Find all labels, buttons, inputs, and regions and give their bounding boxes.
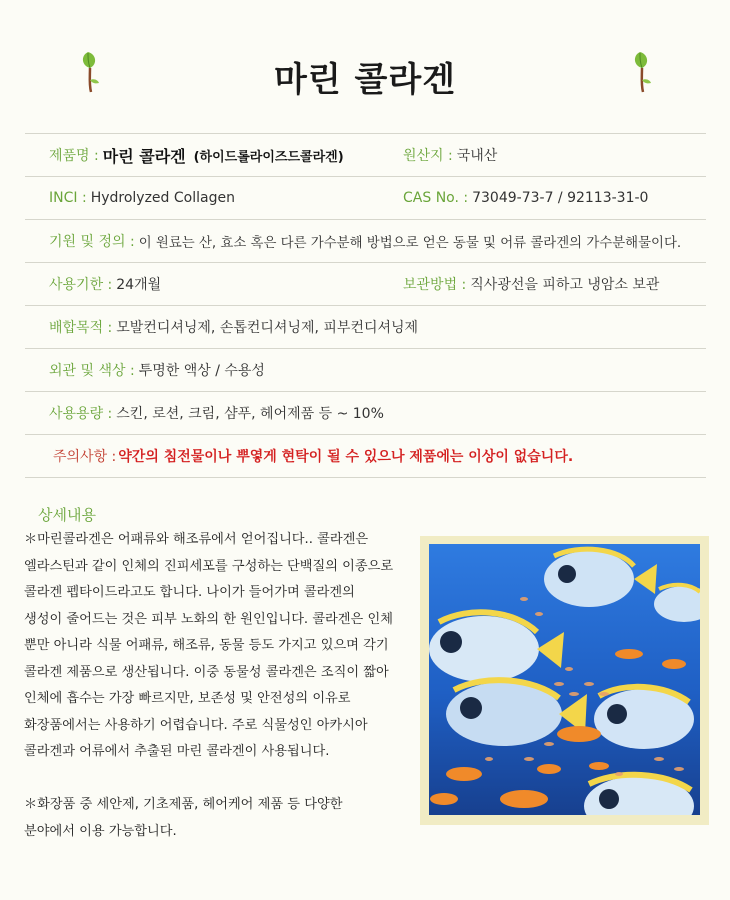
appearance-value: 투명한 액상 / 수용성 (138, 363, 265, 379)
usage-label: 사용용량 : (49, 406, 113, 422)
definition-label: 기원 및 정의 : (49, 234, 135, 250)
fish-photo (420, 536, 709, 825)
caution-label: 주의사항 : (53, 449, 117, 465)
page-title: 마린 콜라겐 (273, 60, 457, 100)
definition-value: 이 원료는 산, 효소 혹은 다른 가수분해 방법으로 얻은 동물 및 어류 콜라겐의 가수분해물이다. (138, 235, 682, 251)
caution-value: 약간의 침전물이나 뿌옇게 현탁이 될 수 있으나 제품에는 이상이 없습니다. (118, 449, 574, 465)
origin-label: 원산지 : (403, 148, 453, 164)
storage-value: 직사광선을 피하고 냉암소 보관 (470, 277, 660, 293)
detail-body-text: ＊마린콜라겐은 어패류와 해조류에서 얻어집니다.. 콜라겐은 엘라스틴과 같이 인체의 진피세포를 구성하는 단백질의 이종으로 콜라겐 펩타이드라고도 합니다. 나이가 들어가며 콜라겐의 생성이 줄어드는 것은 피부 노화의 한 원인입니다. 콜라겐은 인체 뿐만 아니라 식물 어패류, 해조류, 동물 등도 가지고 있으며 각기 콜라겐 제품으로 생산됩니다. 이중 동물성 콜라겐은 조직이 짧아 인체에 흡수는 가장 빠르지만, 보존성 및 안전성의 이유로 화장품에서는 사용하기 어렵습니다. 주로 식물성인 아카시아 콜라겐과 어류에서 추출된 마린 콜라겐이 사용됩니다. ＊화장품 중 세안제, 기초제품, 헤어케어 제품 등 다양한 분야에서 이용 가능합니다. (24, 532, 394, 839)
expiry-label: 사용기한 : (49, 277, 113, 293)
purpose-value: 모발컨디셔닝제, 손톱컨디셔닝제, 피부컨디셔닝제 (116, 320, 419, 336)
inci-value: Hydrolyzed Collagen (90, 190, 235, 206)
storage-label: 보관방법 : (403, 277, 467, 293)
spec-row-purpose (25, 305, 706, 348)
spec-row-definition (25, 219, 706, 262)
detail-heading: 상세내용 (38, 506, 96, 524)
origin-value: 국내산 (456, 148, 498, 164)
cas-value: 73049-73-7 / 92113-31-0 (472, 190, 649, 206)
expiry-value: 24개월 (116, 277, 162, 293)
fish-photo-image (429, 544, 700, 815)
spec-row-appearance (25, 348, 706, 391)
product-label: 제품명 : (49, 148, 99, 164)
spec-row-inci (25, 176, 706, 219)
product-name: 마린 콜라겐 (102, 146, 186, 166)
purpose-label: 배합목적 : (49, 320, 113, 336)
usage-value: 스킨, 로션, 크림, 샴푸, 헤어제품 등 ~ 10% (116, 406, 384, 422)
spec-row-expiry (25, 262, 706, 305)
product-subname: (하이드롤라이즈드콜라겐) (193, 149, 344, 165)
spec-row-caution (25, 434, 706, 478)
spec-row-product (25, 133, 706, 176)
spec-table (25, 133, 706, 478)
appearance-label: 외관 및 색상 : (49, 363, 135, 379)
spec-row-usage (25, 391, 706, 434)
inci-label: INCI : (49, 190, 87, 206)
cas-label: CAS No. : (403, 190, 469, 206)
